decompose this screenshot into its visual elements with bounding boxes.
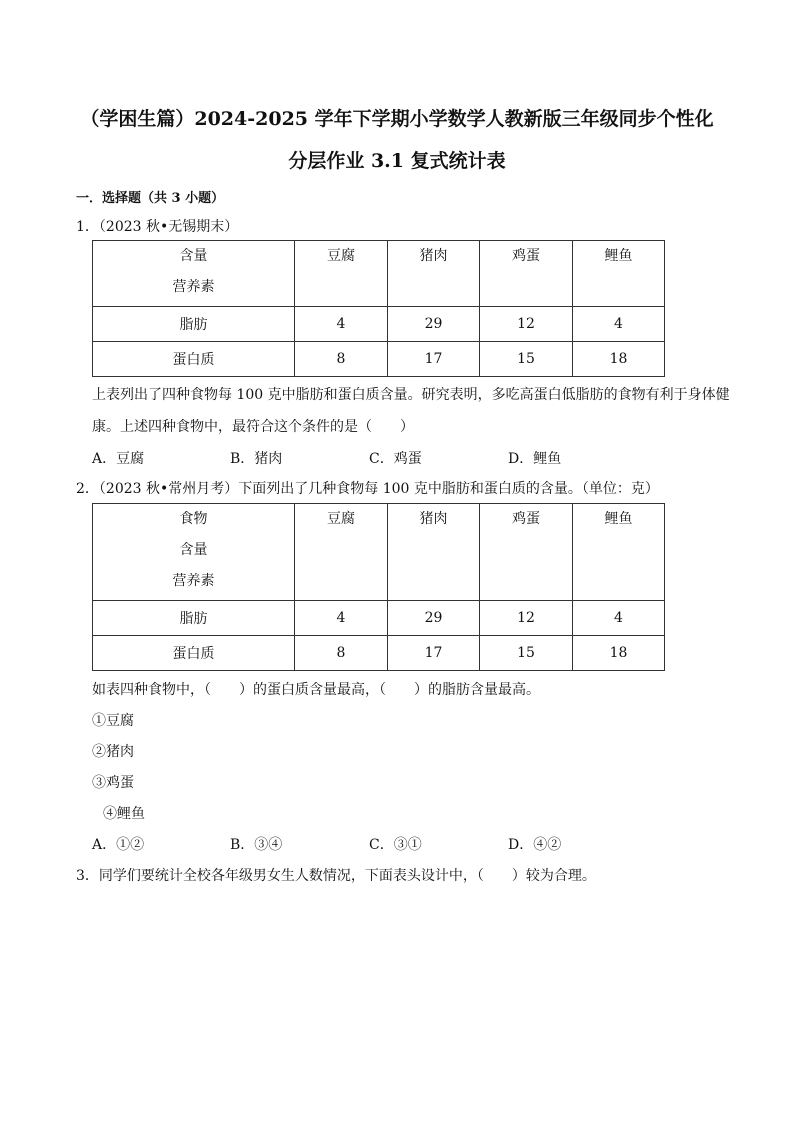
section-heading: 一．选择题（共 3 小题） — [76, 191, 225, 206]
table-cell: 12 — [480, 307, 573, 342]
table-cell: 12 — [480, 601, 573, 636]
option-c: C．③① — [369, 837, 422, 853]
header-label: 营养素 — [172, 279, 215, 295]
row-label: 脂肪 — [93, 307, 295, 342]
row-label: 蛋白质 — [93, 342, 295, 377]
column-header: 猪肉 — [388, 241, 480, 307]
row-label: 蛋白质 — [93, 636, 295, 671]
option-c: C．鸡蛋 — [369, 451, 422, 467]
column-header: 鸡蛋 — [480, 241, 573, 307]
column-header: 豆腐 — [295, 241, 388, 307]
table-row — [93, 601, 665, 636]
question-2-item-4: ④鲤鱼 — [103, 806, 145, 822]
option-d: D．鲤鱼 — [508, 451, 562, 467]
header-label: 营养素 — [172, 573, 215, 589]
table-cell: 15 — [480, 342, 573, 377]
question-2-item-1: ①豆腐 — [92, 713, 134, 729]
option-a: A．豆腐 — [92, 451, 145, 467]
document-title-line-2: 分层作业 3.1 复式统计表 — [288, 150, 506, 172]
table-row — [93, 636, 665, 671]
question-2-table — [92, 503, 665, 671]
table-cell: 8 — [295, 636, 388, 671]
column-header: 鲤鱼 — [573, 504, 665, 601]
column-header: 鸡蛋 — [480, 504, 573, 601]
table-cell: 17 — [388, 636, 480, 671]
table-cell: 15 — [480, 636, 573, 671]
option-d: D．④② — [508, 837, 562, 853]
question-1-text-line-1: 上表列出了四种食物每 100 克中脂肪和蛋白质含量。研究表明，多吃高蛋白低脂肪的食物有利于身体健 — [92, 387, 730, 403]
option-b: B．③④ — [230, 837, 283, 853]
table-cell: 29 — [388, 601, 480, 636]
question-2-item-2: ②猪肉 — [92, 744, 134, 760]
table-row — [93, 342, 665, 377]
table-cell: 4 — [295, 601, 388, 636]
question-1-stem: 1．（2023 秋•无锡期末） — [76, 219, 239, 235]
table-cell: 4 — [573, 601, 665, 636]
table-cell: 4 — [573, 307, 665, 342]
question-2-stem: 2．（2023 秋•常州月考）下面列出了几种食物每 100 克中脂肪和蛋白质的含量。（单位：克） — [76, 481, 659, 497]
table-cell: 29 — [388, 307, 480, 342]
question-1-table — [92, 240, 665, 377]
table-cell: 8 — [295, 342, 388, 377]
header-label: 食物 — [179, 511, 208, 527]
table-cell: 4 — [295, 307, 388, 342]
table-cell: 18 — [573, 342, 665, 377]
row-label: 脂肪 — [93, 601, 295, 636]
table-cell: 17 — [388, 342, 480, 377]
option-a: A．①② — [92, 837, 145, 853]
option-b: B．猪肉 — [230, 451, 283, 467]
question-1-text-line-2: 康。上述四种食物中，最符合这个条件的是（ ） — [92, 419, 414, 435]
column-header: 鲤鱼 — [573, 241, 665, 307]
header-label: 含量 — [179, 542, 208, 558]
header-label: 含量 — [179, 248, 208, 264]
table-header-cell — [93, 504, 295, 601]
table-header-cell — [93, 241, 295, 307]
document-title-line-1: （学困生篇）2024-2025 学年下学期小学数学人教新版三年级同步个性化 — [80, 108, 714, 130]
column-header: 豆腐 — [295, 504, 388, 601]
table-row — [93, 307, 665, 342]
question-2-item-3: ③鸡蛋 — [92, 775, 134, 791]
question-3-stem: 3．同学们要统计全校各年级男女生人数情况，下面表头设计中，（ ）较为合理。 — [76, 868, 596, 884]
table-cell: 18 — [573, 636, 665, 671]
column-header: 猪肉 — [388, 504, 480, 601]
question-2-text-line-1: 如表四种食物中，（ ）的蛋白质含量最高，（ ）的脂肪含量最高。 — [92, 682, 540, 698]
